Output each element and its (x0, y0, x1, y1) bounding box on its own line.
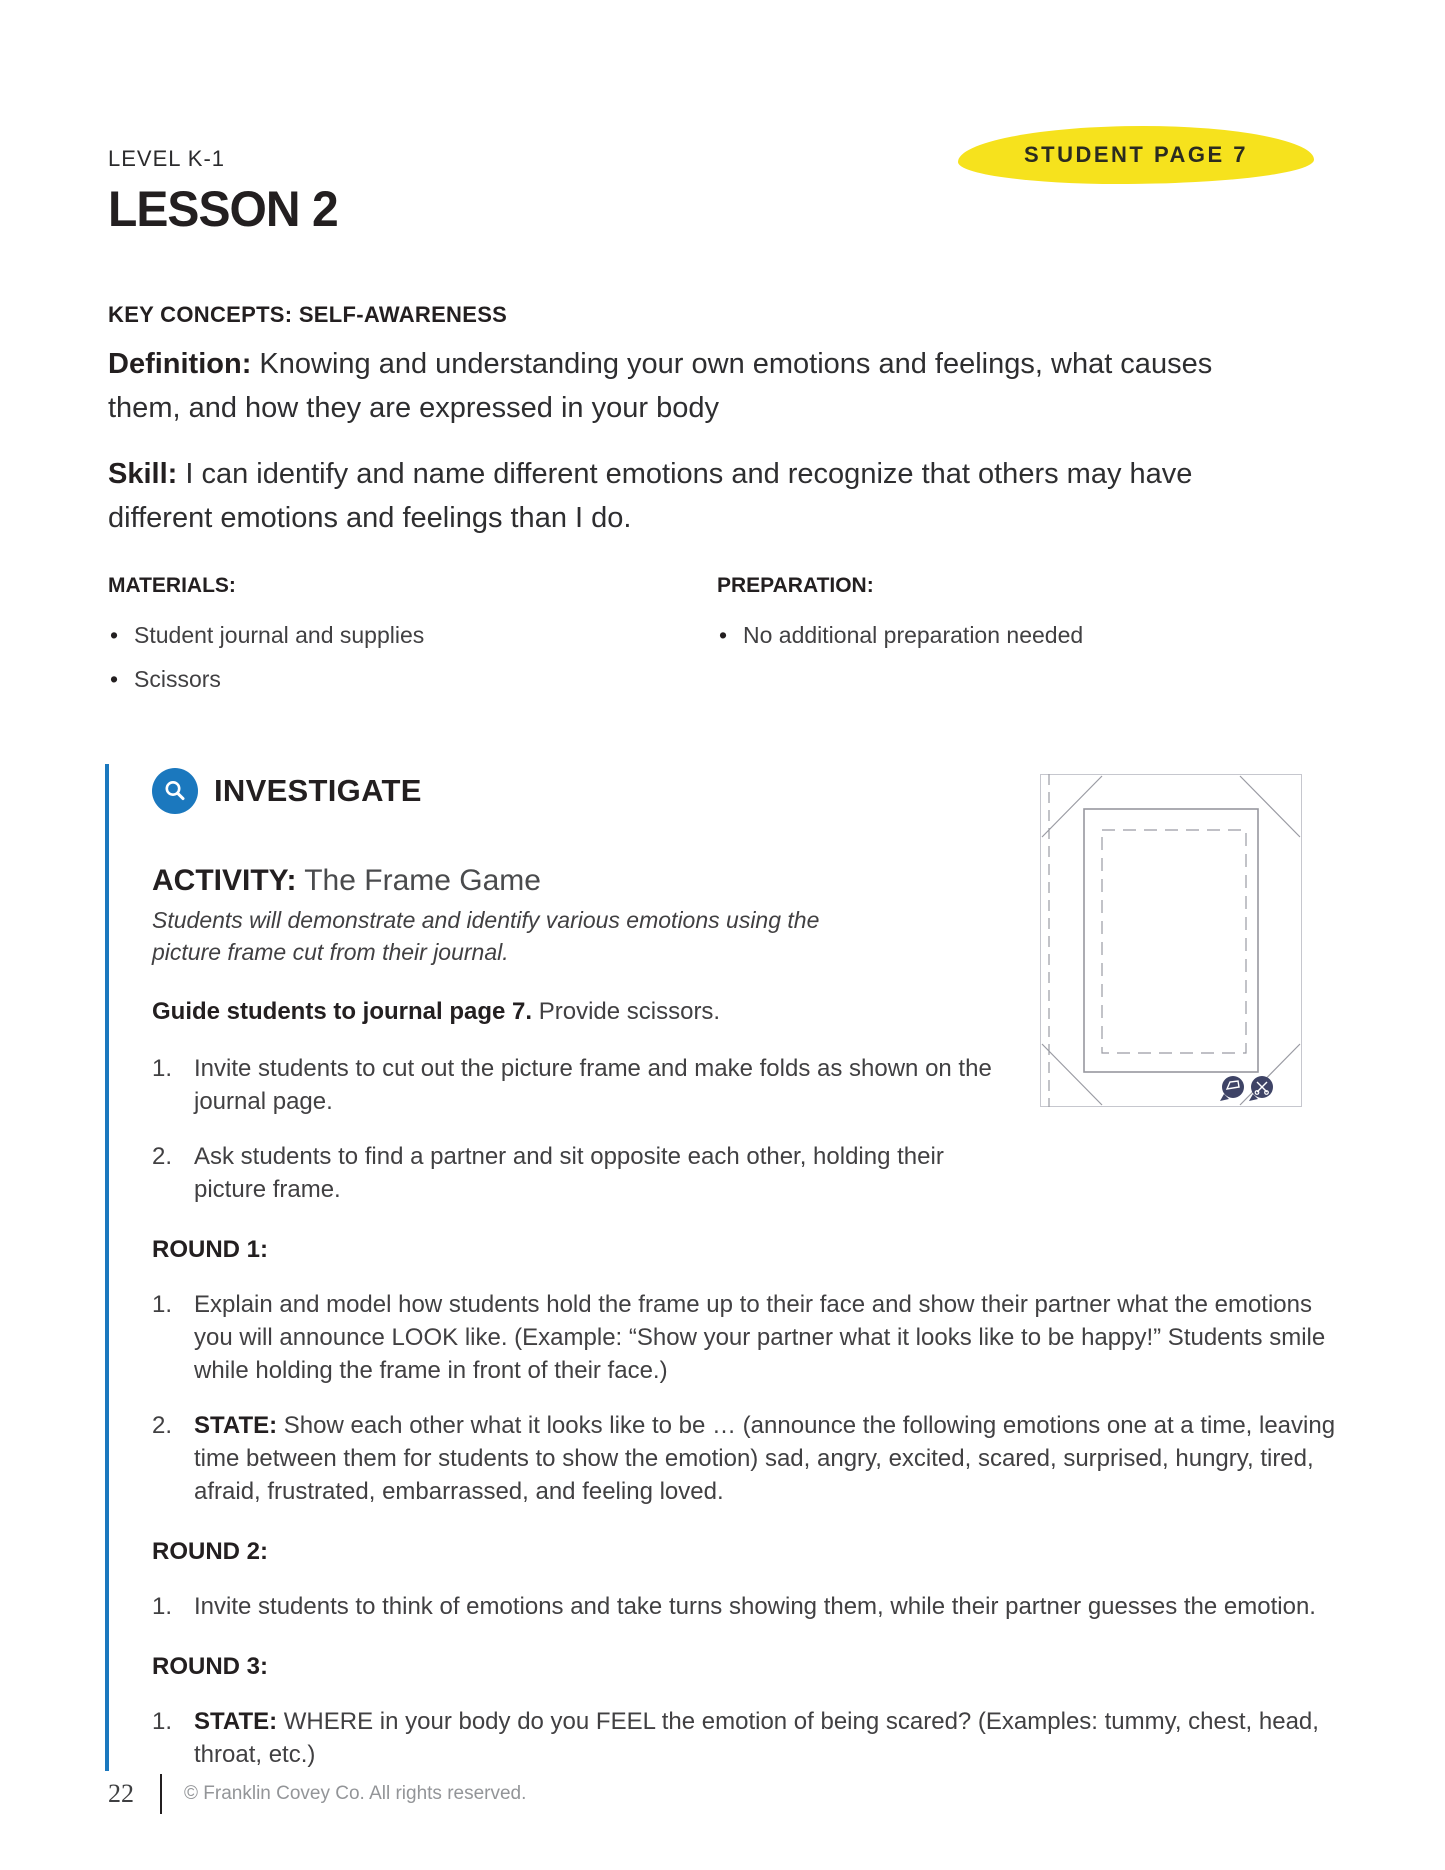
list-text (194, 1705, 1355, 1771)
list-text: Invite students to think of emotions and take turns showing them, while their partner guesses the emotion. (194, 1593, 1316, 1620)
frame-journal-thumbnail (1040, 774, 1302, 1107)
activity-label: ACTIVITY: (152, 864, 297, 897)
materials-column (108, 574, 717, 708)
copyright-text: © Franklin Covey Co. All rights reserved. (184, 1783, 527, 1804)
list-text: Ask students to find a partner and sit opposite each other, holding their picture frame. (194, 1143, 944, 1203)
skill-label: Skill: (108, 458, 178, 490)
list-item (152, 1409, 1355, 1508)
page-number: 22 (108, 1779, 134, 1808)
key-concepts-heading: KEY CONCEPTS: SELF-AWARENESS (108, 302, 508, 327)
definition-label: Definition: (108, 348, 252, 380)
round-2-heading: ROUND 2: (152, 1538, 269, 1565)
badge-student-page (958, 126, 1314, 184)
round-3-list (152, 1705, 1355, 1771)
guide-bold: Guide students to journal page 7. (152, 998, 533, 1025)
round-3-heading: ROUND 3: (152, 1653, 269, 1680)
round-2-list (152, 1590, 1355, 1623)
state-text: WHERE in your body do you FEEL the emotion of being scared? (Examples: tummy, chest, head, throat, etc.) (194, 1708, 1319, 1768)
materials-item: • Student journal and supplies (108, 620, 717, 650)
definition-paragraph (108, 342, 1233, 430)
badge-label: STUDENT PAGE 7 (1023, 142, 1249, 167)
list-text (194, 1409, 1355, 1508)
activity-title: The Frame Game (296, 864, 541, 897)
level-label: LEVEL K-1 (108, 146, 226, 171)
list-item (152, 1140, 1355, 1206)
list-item (152, 1705, 1355, 1771)
guide-rest: Provide scissors. (532, 998, 721, 1025)
round-1-heading: ROUND 1: (152, 1236, 269, 1263)
skill-text: I can identify and name different emotions and recognize that others may have different emotions and feelings than I do. (108, 458, 1193, 534)
page-footer (108, 1774, 526, 1814)
list-item (152, 1590, 1355, 1623)
page-title: LESSON 2 (108, 181, 338, 237)
activity-subtitle: Students will demonstrate and identify various emotions using the picture frame cut from their journal. (152, 907, 820, 965)
list-number: 1. (152, 1593, 173, 1620)
guide-line (152, 996, 972, 1028)
preparation-heading: PREPARATION: (717, 574, 874, 597)
preparation-item: • No additional preparation needed (717, 620, 1083, 650)
investigate-heading: INVESTIGATE (214, 773, 422, 808)
search-icon (152, 768, 198, 814)
list-number: 1. (152, 1055, 173, 1082)
state-label: STATE: (194, 1708, 278, 1735)
materials-heading: MATERIALS: (108, 574, 236, 597)
round-1-list (152, 1288, 1355, 1508)
footer-divider (160, 1774, 162, 1814)
skill-paragraph (108, 452, 1233, 540)
list-number: 2. (152, 1143, 173, 1170)
list-number: 2. (152, 1412, 173, 1439)
investigate-section (105, 764, 1355, 1771)
list-text: Explain and model how students hold the frame up to their face and show their partner what the emotions you will announce LOOK like. (Example: “Show your partner what it looks like to be happy!” Students smile while holding the frame in front of their face.) (194, 1291, 1326, 1384)
materials-item: • Scissors (108, 664, 717, 694)
preparation-column (717, 574, 1083, 708)
state-text: Show each other what it looks like to be … (announce the following emotions one at a time, leaving time between them for students to show the emotion) sad, angry, excited, scared, surprised, hungry, tired, afraid, frustrated, embarrassed, and feeling loved. (194, 1412, 1336, 1505)
list-text: Invite students to cut out the picture frame and make folds as shown on the journal page. (194, 1055, 992, 1115)
list-item (152, 1288, 1355, 1387)
list-number: 1. (152, 1708, 173, 1735)
list-number: 1. (152, 1291, 173, 1318)
definition-text: Knowing and understanding your own emotions and feelings, what causes them, and how they are expressed in your body (108, 348, 1213, 424)
materials-preparation-row (108, 574, 1355, 708)
state-label: STATE: (194, 1412, 278, 1439)
